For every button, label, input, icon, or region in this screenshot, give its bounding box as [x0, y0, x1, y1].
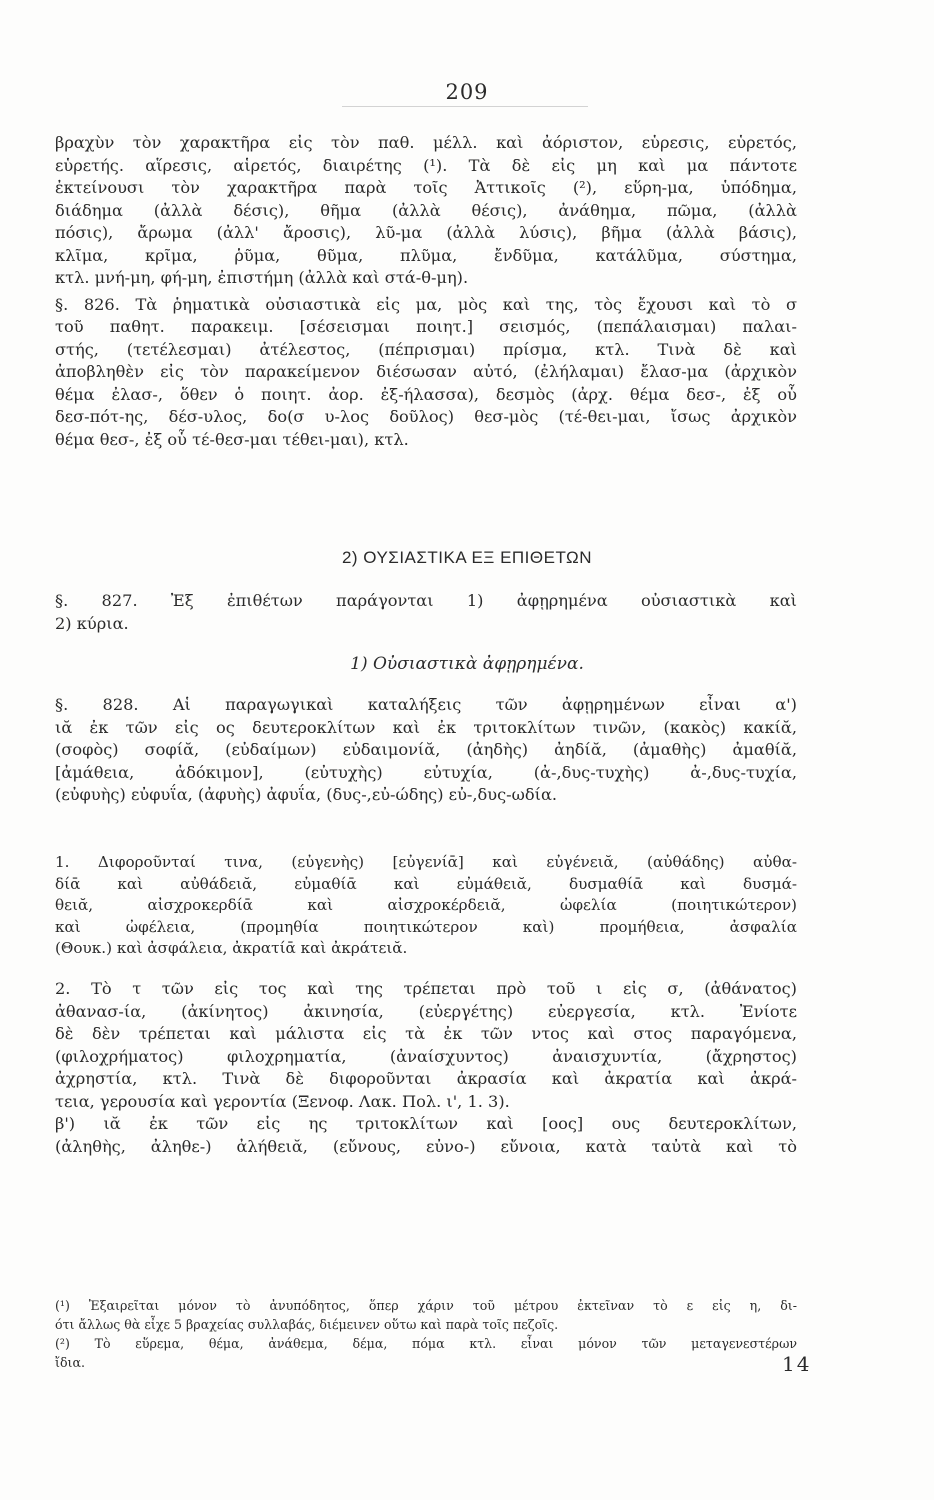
- text-line: 2) κύρια.: [55, 613, 129, 633]
- paragraph-828: [55, 694, 797, 807]
- text-line: [ἀμάθεια, ἀδόκιμον], (εὐτυχὴς) εὐτυχία, (ἀ-,δυς-τυχὴς) ἀ-,δυς-τυχία,: [55, 762, 797, 782]
- text-line: (εὐφυὴς) εὐφυΐα, (ἀφυὴς) ἀφυΐα, (δυς-,εὐ-ώδης) εὐ-,δυς-ωδία.: [55, 785, 558, 804]
- paragraph-827: [55, 590, 797, 635]
- footnotes: [55, 1296, 797, 1372]
- text-line: δὲ δὲν τρέπεται καὶ μάλιστα εἰς τὰ ἐκ τῶν ντος καὶ στος παραγόμενα,: [55, 1024, 797, 1043]
- text-line: στής, (τετέλεσμαι) ἀτέλεστος, (πέπρισμαι) πρίσμα, κτλ. Τινὰ δὲ καὶ: [55, 339, 797, 359]
- text-line: καὶ ὠφέλεια, (προμηθία ποιητικώτερον καὶ) προμήθεια, ἀσφαλία: [55, 917, 797, 936]
- text-line: βραχὺν τὸν χαρακτῆρα εἰς τὸν παθ. μέλλ. καὶ ἀόριστον, εὑρεσις, εὑρετός,: [55, 133, 797, 152]
- text-line: (σοφὸς) σοφίᾰ, (εὐδαίμων) εὐδαιμονίᾰ, (ἀηδὴς) ἀηδίᾰ, (ἀμαθὴς) ἀμαθίᾰ,: [55, 740, 797, 759]
- text-line: (Θουκ.) καὶ ἀσφάλεια, ἀκρατίᾱ καὶ ἀκράτειᾰ.: [55, 939, 408, 957]
- text-line: θέμα ἐλασ-, ὅθεν ὁ ποιητ. ἀορ. ἐξ-ήλασσα), δεσμὸς (ἀρχ. θέμα δεσ-, ἐξ οὗ: [55, 384, 797, 404]
- footnote-line: ότι ἄλλως θὰ εἶχε 5 βραχείας συλλαβάς, διέμεινεν οὕτω καὶ παρὰ τοῖς πεζοῖς.: [55, 1317, 559, 1332]
- text-line: §. 826. Τὰ ῥηματικὰ οὐσιαστικὰ εἰς μα, μὸς καὶ της, τὸς ἔχουσι καὶ τὸ σ: [55, 294, 797, 314]
- page-number: 209: [445, 80, 489, 104]
- text-line: δεσ-πότ-ης, δέσ-υλος, δο(σ υ-λος δοῦλος) θεσ-μὸς (τέ-θει-μαι, ἴσως ἀρχικὸν: [55, 407, 797, 426]
- footnote-line: (²) Τὸ εὕρεμα, θέμα, ἀνάθεμα, δέμα, πόμα κτλ. εἶναι μόνον τῶν μεταγενεστέρων: [55, 1336, 797, 1351]
- text-line: 1. Διφοροῦνταί τινα, (εὐγενὴς) [εὐγενίᾱ] καὶ εὐγένειᾰ, (αὐθάδης) αὐθα-: [55, 853, 797, 871]
- text-line: ἀθανασ-ία, (ἀκίνητος) ἀκινησία, (εὐεργέτης) εὐεργεσία, κτλ. Ἐνίοτε: [55, 1001, 797, 1021]
- text-line: β') ιᾰ ἐκ τῶν εἰς ης τριτοκλίτων καὶ [οος] ους δευτεροκλίτων,: [55, 1114, 797, 1133]
- text-line: τοῦ παθητ. παρακειμ. [σέσεισμαι ποιητ.] σεισμός, (πεπάλαισμαι) παλαι-: [55, 317, 797, 336]
- footnote-line: (¹) Ἐξαιρεῖται μόνον τὸ ἀνυπόδητος, ὅπερ χάριν τοῦ μέτρου ἐκτεῖναν τὸ ε εἰς η, δι-: [55, 1298, 797, 1313]
- text-line: κλῖμα, κρῖμα, ῥῦμα, θῦμα, πλῦμα, ἔνδῦμα, κατάλῦμα, σύστημα,: [55, 245, 797, 265]
- text-line: ιᾰ ἐκ τῶν εἰς ος δευτεροκλίτων καὶ ἐκ τριτοκλίτων τινῶν, (κακὸς) κακίᾰ,: [55, 717, 797, 737]
- text-line: δίᾱ καὶ αὐθάδειᾰ, εὐμαθίᾱ καὶ εὐμάθειᾰ, δυσμαθίᾱ καὶ δυσμά-: [55, 874, 797, 893]
- text-line: πόσις), ἄρωμα (ἀλλ' ἄροσις), λῦ-μα (ἀλλὰ λύσις), βῆμα (ἀλλὰ βάσις),: [55, 223, 797, 242]
- note-1: [55, 852, 797, 960]
- text-line: εὑρετής. αἵρεσις, αἱρετός, διαιρέτης (¹). Τὰ δὲ εἰς μη καὶ μα πάντοτε: [55, 155, 797, 175]
- text-line: τεια, γερουσία καὶ γεροντία (Ξενοφ. Λακ. Πολ. ι', 1. 3).: [55, 1091, 510, 1111]
- text-line: §. 828. Αἱ παραγωγικαὶ καταλήξεις τῶν ἀφῃρημένων εἶναι α'): [55, 695, 797, 714]
- note-2: [55, 978, 797, 1158]
- text-line: διάδημα (ἀλλὰ δέσις), θῆμα (ἀλλὰ θέσις), ἀνάθημα, πῶμα, (ἀλλὰ: [55, 200, 797, 220]
- text-line: (φιλοχρήματος) φιλοχρηματία, (ἀναίσχυντος) ἀναισχυντία, (ἄχρηστος): [55, 1046, 797, 1066]
- header-rule: [342, 106, 588, 113]
- text-line: 2. Τὸ τ τῶν εἰς τος καὶ της τρέπεται πρὸ τοῦ ι εἰς σ, (ἀθάνατος): [55, 979, 797, 998]
- subsection-heading: 1) Οὐσιαστικὰ ἀφῃρημένα.: [350, 654, 584, 674]
- text-line: ἀποβληθὲν εἰς τὸν παρακείμενον διέσωσαν αὐτό, (ἐλήλαμαι) ἔλασ-μα (ἀρχικὸν: [55, 362, 797, 381]
- text-line: ἐκτείνουσι τὸν χαρακτῆρα παρὰ τοῖς Ἀττικοῖς (²), εὕρη-μα, ὑπόδημα,: [55, 178, 797, 197]
- text-line: θειᾰ, αἰσχροκερδίᾱ καὶ αἰσχροκέρδειᾰ, ὠφελία (ποιητικώτερον): [55, 896, 797, 914]
- paragraph-continuation: [55, 132, 797, 451]
- text-line: κτλ. μνή-μη, φή-μη, ἐπιστήμη (ἀλλὰ καὶ στά-θ-μη).: [55, 268, 469, 287]
- text-line: §. 827. Ἐξ ἐπιθέτων παράγονται 1) ἀφῃρημένα οὐσιαστικὰ καὶ: [55, 591, 797, 610]
- section-heading: 2) ΟΥΣΙΑΣΤΙΚΑ ΕΞ ΕΠΙΘΕΤΩΝ: [341, 548, 593, 567]
- text-line: ἀχρηστία, κτλ. Τινὰ δὲ διφοροῦνται ἀκρασία καὶ ἀκρατία καὶ ἀκρά-: [55, 1069, 797, 1088]
- text-line: θέμα θεσ-, ἐξ οὗ τέ-θεσ-μαι τέθει-μαι), κτλ.: [55, 429, 409, 449]
- text-line: (ἀληθὴς, ἀληθε-) ἀλήθειᾰ, (εὔνους, εὐνο-) εὔνοια, κατὰ ταὐτὰ καὶ τὸ: [55, 1136, 797, 1156]
- signature-mark: 14: [782, 1352, 812, 1376]
- footnote-line: ἴδια.: [55, 1355, 85, 1370]
